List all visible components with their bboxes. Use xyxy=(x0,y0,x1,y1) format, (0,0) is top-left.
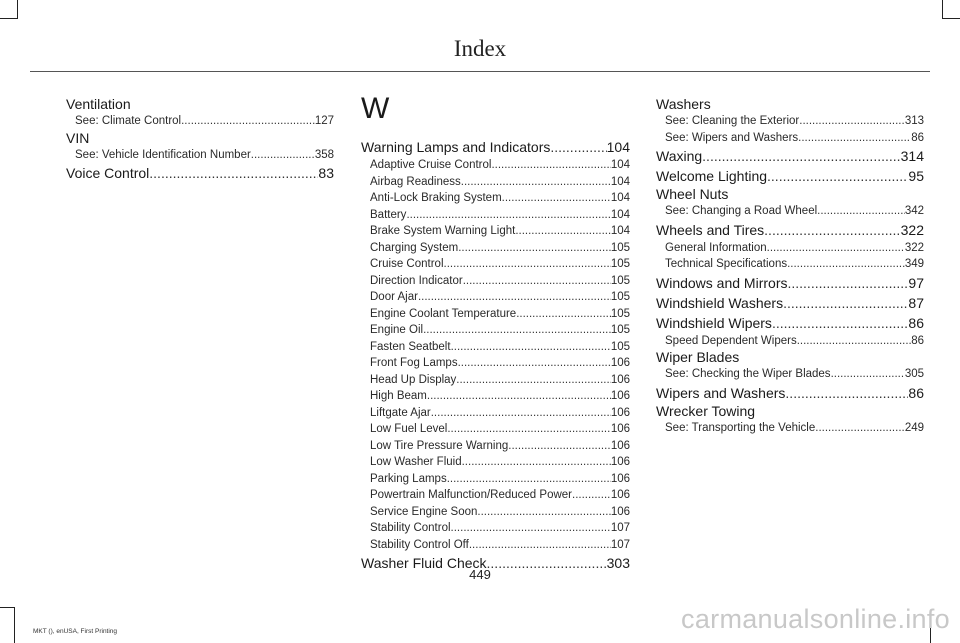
entry-page-number: 303 xyxy=(606,555,630,571)
page-title: Index xyxy=(453,36,507,61)
index-subentry xyxy=(656,130,924,147)
entry-page-number: 107 xyxy=(610,522,630,534)
entry-page-number: 106 xyxy=(610,406,630,419)
entry-page-number: 106 xyxy=(610,472,630,485)
entry-page-number: 322 xyxy=(900,221,924,238)
index-heading: Wiper Blades xyxy=(656,349,740,365)
dot-leader xyxy=(149,164,318,183)
entry-page-number: 95 xyxy=(908,168,924,184)
entry-label: Liftgate Ajar xyxy=(370,406,431,419)
entry-page-number: 349 xyxy=(904,258,924,270)
index-subentry xyxy=(361,520,630,537)
entry-label: Windshield Washers xyxy=(656,294,784,311)
index-subentry xyxy=(66,113,334,130)
entry-label: High Beam xyxy=(370,390,427,402)
dot-leader xyxy=(515,223,611,240)
entry-page-number: 104 xyxy=(610,159,630,171)
entry-label: Parking Lamps xyxy=(370,472,447,485)
dot-leader xyxy=(702,147,900,166)
index-subentry xyxy=(656,366,924,383)
dot-leader xyxy=(772,314,908,333)
index-subentry xyxy=(361,273,630,290)
crop-mark xyxy=(0,607,14,608)
entry-label: Head Up Display xyxy=(370,373,457,386)
entry-page-number: 86 xyxy=(908,384,924,401)
entry-label: Warning Lamps and Indicators xyxy=(361,139,551,155)
crop-mark xyxy=(14,607,15,643)
dot-leader xyxy=(550,138,606,157)
entry-label: Cruise Control xyxy=(370,258,444,270)
entry-label: See: Changing a Road Wheel xyxy=(665,205,818,217)
dot-leader xyxy=(456,372,611,389)
footer-text: MKT (), enUSA, First Printing xyxy=(33,628,118,635)
index-subentry xyxy=(656,420,924,437)
dot-leader xyxy=(458,355,611,372)
dot-leader xyxy=(785,384,908,403)
entry-label: See: Climate Control xyxy=(75,115,182,127)
entry-label: See: Transporting the Vehicle xyxy=(665,421,816,434)
dot-leader xyxy=(427,388,611,405)
index-entry xyxy=(656,384,924,403)
dot-leader xyxy=(447,471,611,488)
index-entry xyxy=(656,167,924,186)
dot-leader xyxy=(406,207,610,224)
entry-label: Technical Specifications xyxy=(665,258,788,270)
entry-page-number: 104 xyxy=(610,208,630,221)
entry-page-number: 86 xyxy=(911,334,924,347)
entry-page-number: 87 xyxy=(908,294,924,311)
index-entry xyxy=(656,147,924,166)
dot-leader xyxy=(767,240,905,257)
index-heading: Wheel Nuts xyxy=(656,186,729,202)
dot-leader xyxy=(477,504,610,521)
index-subentry xyxy=(361,306,630,323)
index-subentry xyxy=(361,372,630,389)
entry-label: Voice Control xyxy=(66,165,150,181)
index-subentry xyxy=(361,438,630,455)
index-subentry xyxy=(361,537,630,554)
entry-label: Airbag Readiness xyxy=(370,175,461,188)
entry-page-number: 106 xyxy=(610,439,630,452)
entry-page-number: 106 xyxy=(610,505,630,518)
entry-label: Anti-Lock Braking System xyxy=(370,192,502,204)
entry-page-number: 106 xyxy=(610,373,630,386)
entry-label: See: Checking the Wiper Blades xyxy=(665,368,831,380)
index-subentry xyxy=(361,289,630,306)
index-entry xyxy=(656,314,924,333)
dot-leader xyxy=(469,537,611,554)
entry-label: Door Ajar xyxy=(370,291,418,303)
entry-label: Wipers and Washers xyxy=(656,384,786,401)
entry-label: Waxing xyxy=(656,148,703,164)
entry-label: Engine Oil xyxy=(370,324,424,336)
dot-leader xyxy=(767,167,908,186)
dot-leader xyxy=(181,113,315,130)
index-subentry xyxy=(361,388,630,405)
index-subentry xyxy=(361,174,630,191)
entry-label: Brake System Warning Light xyxy=(370,225,516,237)
entry-label: See: Cleaning the Exterior xyxy=(665,115,800,127)
crop-mark xyxy=(942,18,960,19)
entry-page-number: 104 xyxy=(610,175,630,188)
dot-leader xyxy=(251,147,315,164)
entry-label: See: Wipers and Washers xyxy=(665,131,799,144)
watermark: carmanualsonline.info xyxy=(681,604,950,634)
index-column-1 xyxy=(66,96,334,183)
dot-leader xyxy=(491,157,610,174)
index-subentry xyxy=(361,454,630,471)
dot-leader xyxy=(461,174,611,191)
index-heading: Wrecker Towing xyxy=(656,402,756,419)
entry-label: Stability Control Off xyxy=(370,538,469,551)
index-heading: Washers xyxy=(656,96,711,112)
crop-mark xyxy=(942,0,943,18)
crop-mark xyxy=(17,0,18,18)
entry-page-number: 105 xyxy=(610,258,630,270)
entry-label: General Information xyxy=(665,241,767,254)
dot-leader xyxy=(451,520,611,537)
index-column-3 xyxy=(656,96,924,436)
entry-label: Adaptive Cruise Control xyxy=(370,159,492,171)
index-subentry xyxy=(361,487,630,504)
index-subentry xyxy=(656,203,924,220)
dot-leader xyxy=(764,221,900,240)
entry-label: Powertrain Malfunction/Reduced Power xyxy=(370,489,572,501)
dot-leader xyxy=(508,438,611,455)
entry-page-number: 322 xyxy=(904,241,924,254)
index-subentry xyxy=(361,322,630,339)
index-heading: VIN xyxy=(66,129,90,146)
entry-label: Washer Fluid Check xyxy=(361,555,487,571)
index-column-2 xyxy=(361,92,630,573)
index-subentry xyxy=(361,421,630,438)
dot-leader xyxy=(572,487,611,504)
entry-label: Fasten Seatbelt xyxy=(370,340,451,353)
entry-label: See: Vehicle Identification Number xyxy=(75,148,251,161)
entry-page-number: 105 xyxy=(610,241,630,254)
index-entry xyxy=(66,164,334,183)
index-subentry xyxy=(361,471,630,488)
entry-label: Engine Coolant Temperature xyxy=(370,307,517,320)
dot-leader xyxy=(799,113,905,130)
dot-leader xyxy=(444,256,611,273)
entry-page-number: 342 xyxy=(904,205,924,217)
entry-page-number: 105 xyxy=(610,291,630,303)
index-entry xyxy=(656,221,924,240)
entry-label: Charging System xyxy=(370,241,459,254)
dot-leader xyxy=(817,203,905,220)
page-number: 449 xyxy=(469,567,491,582)
entry-page-number: 105 xyxy=(610,324,630,336)
entry-page-number: 249 xyxy=(904,421,924,434)
entry-page-number: 97 xyxy=(908,274,924,291)
dot-leader xyxy=(787,274,908,293)
index-entry xyxy=(361,138,630,157)
dot-leader xyxy=(418,289,611,306)
header-rule xyxy=(30,71,930,72)
dot-leader xyxy=(451,339,611,356)
entry-label: Low Tire Pressure Warning xyxy=(370,439,509,452)
dot-leader xyxy=(787,256,905,273)
entry-label: Front Fog Lamps xyxy=(370,357,458,369)
entry-page-number: 105 xyxy=(610,307,630,320)
entry-page-number: 86 xyxy=(908,314,924,331)
index-subentry xyxy=(656,256,924,273)
dot-leader xyxy=(783,294,908,313)
entry-page-number: 106 xyxy=(610,423,630,435)
entry-page-number: 358 xyxy=(314,148,334,161)
entry-page-number: 106 xyxy=(610,456,630,468)
index-subentry xyxy=(361,504,630,521)
entry-label: Direction Indicator xyxy=(370,274,463,287)
entry-label: Windows and Mirrors xyxy=(656,274,788,291)
index-subentry xyxy=(361,190,630,207)
entry-label: Low Washer Fluid xyxy=(370,456,462,468)
entry-page-number: 83 xyxy=(318,165,334,181)
entry-label: Speed Dependent Wipers xyxy=(665,334,797,347)
entry-page-number: 106 xyxy=(610,390,630,402)
dot-leader xyxy=(431,405,611,422)
index-subentry xyxy=(361,256,630,273)
entry-label: Battery xyxy=(370,208,407,221)
entry-page-number: 104 xyxy=(606,139,630,155)
entry-page-number: 86 xyxy=(911,131,924,144)
index-subentry xyxy=(361,339,630,356)
entry-page-number: 104 xyxy=(610,192,630,204)
dot-leader xyxy=(458,240,611,257)
index-heading: Ventilation xyxy=(66,96,131,112)
index-subentry xyxy=(361,240,630,257)
index-entry xyxy=(656,274,924,293)
dot-leader xyxy=(447,421,610,438)
entry-label: Wheels and Tires xyxy=(656,221,765,238)
index-subentry xyxy=(66,147,334,164)
dot-leader xyxy=(423,322,611,339)
section-letter: W xyxy=(361,92,390,125)
entry-page-number: 106 xyxy=(610,489,630,501)
entry-label: Windshield Wipers xyxy=(656,314,772,331)
dot-leader xyxy=(502,190,611,207)
entry-page-number: 104 xyxy=(610,225,630,237)
index-subentry xyxy=(361,355,630,372)
index-subentry xyxy=(361,405,630,422)
entry-page-number: 107 xyxy=(610,538,630,551)
entry-label: Welcome Lighting xyxy=(656,168,768,184)
index-entry xyxy=(656,294,924,313)
dot-leader xyxy=(831,366,905,383)
entry-page-number: 105 xyxy=(610,340,630,353)
index-subentry xyxy=(361,157,630,174)
index-subentry xyxy=(656,240,924,257)
dot-leader xyxy=(463,273,611,290)
entry-page-number: 305 xyxy=(904,368,924,380)
dot-leader xyxy=(797,333,912,350)
index-subentry xyxy=(656,333,924,350)
dot-leader xyxy=(815,420,905,437)
entry-label: Stability Control xyxy=(370,522,451,534)
entry-page-number: 127 xyxy=(314,115,334,127)
entry-page-number: 105 xyxy=(610,274,630,287)
index-subentry xyxy=(361,223,630,240)
dot-leader xyxy=(462,454,611,471)
entry-page-number: 106 xyxy=(610,357,630,369)
dot-leader xyxy=(798,130,911,147)
dot-leader xyxy=(516,306,611,323)
entry-page-number: 314 xyxy=(900,148,924,164)
index-subentry xyxy=(361,207,630,224)
entry-label: Low Fuel Level xyxy=(370,423,448,435)
crop-mark xyxy=(0,18,18,19)
entry-page-number: 313 xyxy=(904,115,924,127)
entry-label: Service Engine Soon xyxy=(370,505,478,518)
index-subentry xyxy=(656,113,924,130)
